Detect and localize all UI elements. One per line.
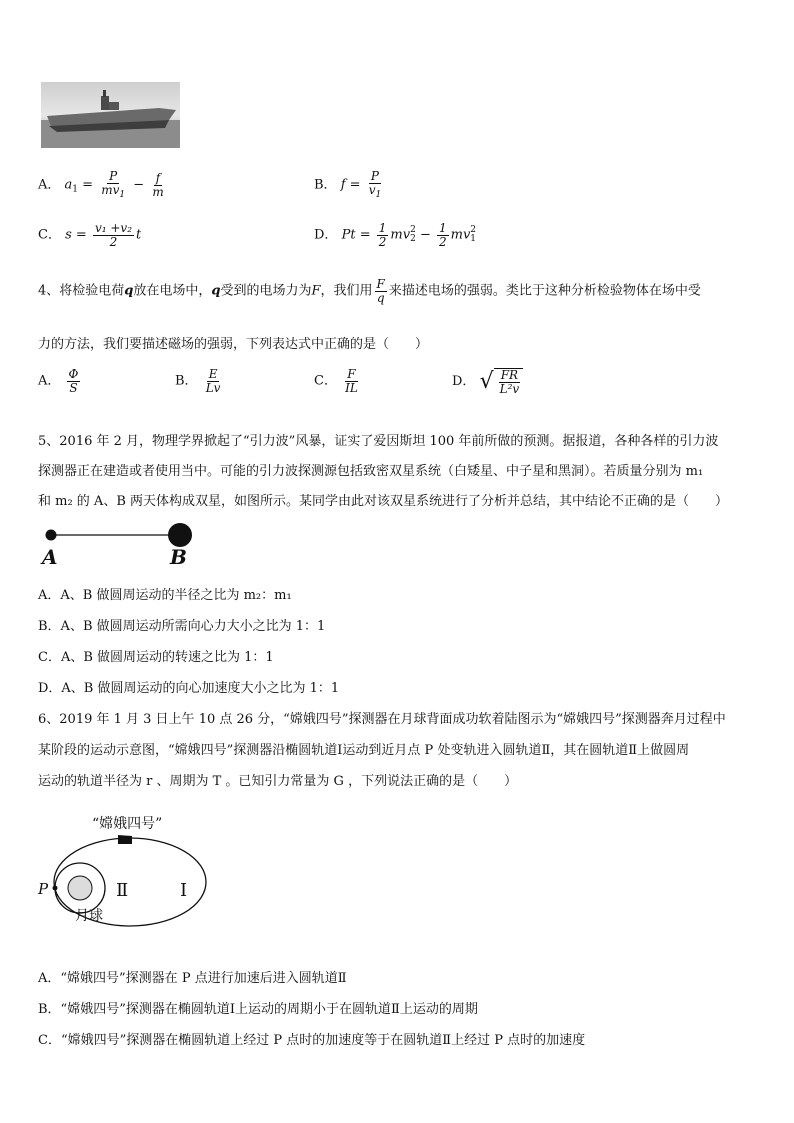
q4-option-d: D． √ $\frac{FR}{\text{L²v}}$ xyxy=(452,368,523,395)
q3-option-c: C． s = $\frac{\text{v₁ +v₂}}{2}$ t xyxy=(38,221,142,249)
q4-option-c: C． $\frac{F}{IL}$ xyxy=(314,367,358,395)
q5-option-b: B．A、B 做圆周运动所需向心力大小之比为 1：1 xyxy=(38,619,326,634)
star-b-label: B xyxy=(170,545,187,569)
q4-line-1: 4、将检验电荷q放在电场中，q受到的电场力为F，我们用 $\frac{F}{q}$ 来描述电场的强弱。类比于这种分析检验物体在场中受 xyxy=(38,277,701,305)
q5-line-1: 5、2016 年 2 月，物理学界掀起了“引力波”风暴，证实了爱因斯坦 100 年前所做的预测。据报道，各种各样的引力波 xyxy=(38,434,719,449)
q5-option-d: D．A、B 做圆周运动的向心加速度大小之比为 1：1 xyxy=(38,681,340,696)
q3-option-b: B． f = $\frac{P}{v_1}$ xyxy=(314,169,382,200)
moon-label: 月球 xyxy=(75,908,103,924)
q6-line-1: 6、2019 年 1 月 3 日上午 10 点 26 分，“嫦娥四号”探测器在月球背面成功软着陆图示为“嫦娥四号”探测器奔月过程中 xyxy=(38,712,726,727)
q6-option-c: C．“嫦娥四号”探测器在椭圆轨道上经过 P 点时的加速度等于在圆轨道Ⅱ上经过 P 点时的加速度 xyxy=(38,1033,586,1048)
q6-option-a: A．“嫦娥四号”探测器在 P 点进行加速后进入圆轨道Ⅱ xyxy=(38,971,347,986)
aircraft-carrier-photo xyxy=(41,82,180,148)
q5-line-2: 探测器正在建造或者使用当中。可能的引力波探测源包括致密双星系统（白矮星、中子星和黑洞）。若质量分别为 m₁ xyxy=(38,464,704,479)
orbit-i-label: Ⅰ xyxy=(180,880,188,901)
point-p-label: P xyxy=(38,880,49,898)
q4-line-2: 力的方法，我们要描述磁场的强弱，下列表达式中正确的是（ ） xyxy=(38,337,429,352)
star-a-label: A xyxy=(42,545,58,569)
q5-line-3: 和 m₂ 的 A、B 两天体构成双星，如图所示。某同学由此对该双星系统进行了分析并总结，其中结论不正确的是（ ） xyxy=(38,494,729,509)
q3-option-a: A． $a_1$ = $\frac{P}{mv_1}$ − $\frac{f}{m}$ xyxy=(38,169,164,200)
q6-line-2: 某阶段的运动示意图，“嫦娥四号”探测器沿椭圆轨道Ⅰ运动到近月点 P 处变轨进入圆轨道Ⅱ，其在圆轨道Ⅱ上做圆周 xyxy=(38,743,690,758)
q5-option-c: C．A、B 做圆周运动的转速之比为 1：1 xyxy=(38,650,274,665)
q6-line-3: 运动的轨道半径为 r 、周期为 T 。已知引力常量为 G ，下列说法正确的是（ ） xyxy=(38,774,518,789)
q6-option-b: B．“嫦娥四号”探测器在椭圆轨道Ⅰ上运动的周期小于在圆轨道Ⅱ上运动的周期 xyxy=(38,1002,478,1017)
q4-option-a: A． $\frac{\Phi}{S}$ xyxy=(38,367,79,395)
probe-label: “嫦娥四号” xyxy=(92,816,163,832)
q3-option-d: D． Pt = $\frac{1}{2}$ mv 2 2 − $\frac{1}{2}$ mv 2 1 xyxy=(314,221,477,249)
q5-option-a: A．A、B 做圆周运动的半径之比为 m₂：m₁ xyxy=(38,588,292,603)
q4-option-b: B． $\frac{E}{Lv}$ xyxy=(175,367,221,395)
orbit-ii-label: Ⅱ xyxy=(116,880,129,901)
